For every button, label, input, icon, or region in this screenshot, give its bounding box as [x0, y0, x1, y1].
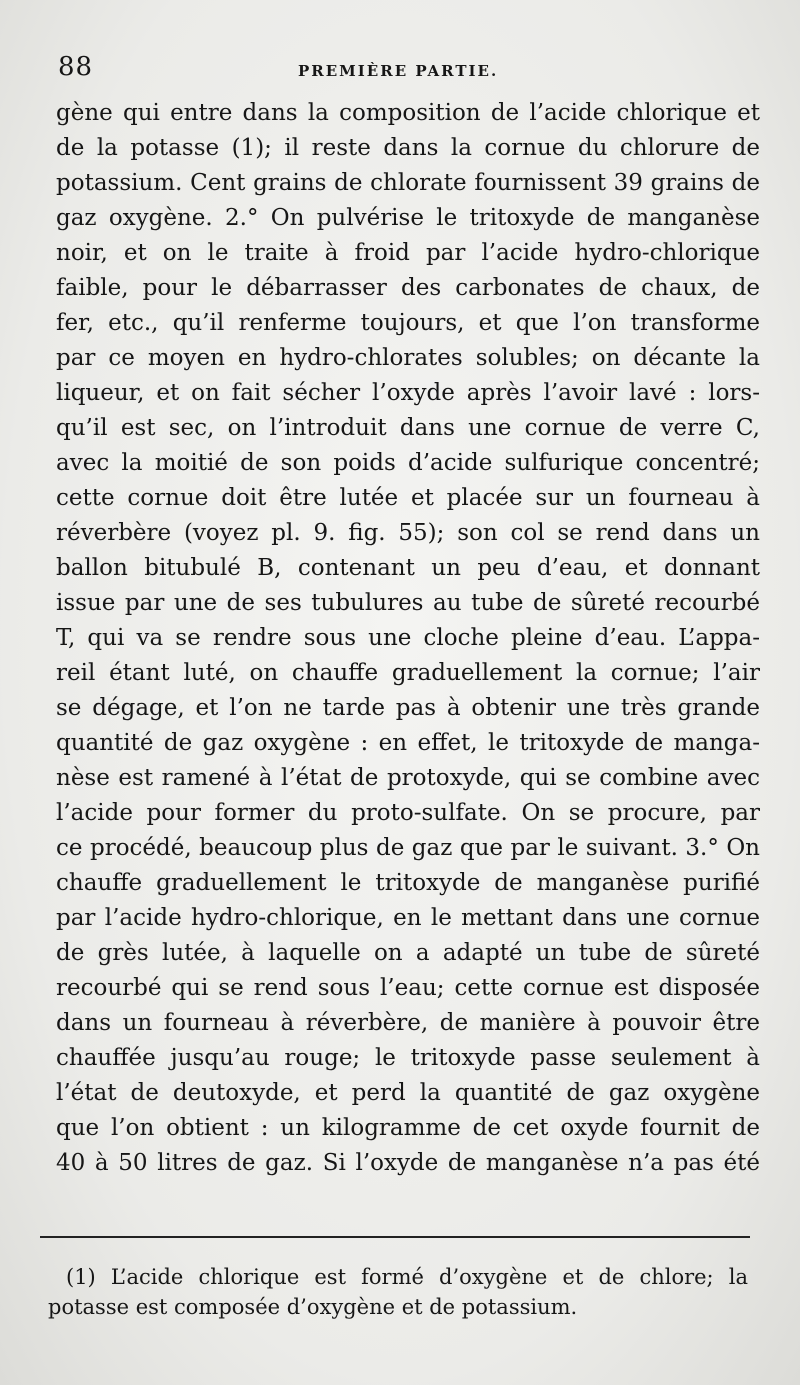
text-line: dans un fourneau à réverbère, de manière à pouvoir être: [56, 1010, 760, 1036]
text-line: ballon bitubulé B, contenant un peu d’eau, et donnant: [56, 555, 760, 581]
text-line: avec la moitié de son poids d’acide sulfurique concentré;: [56, 450, 760, 476]
text-line: recourbé qui se rend sous l’eau; cette cornue est disposée: [56, 975, 760, 1001]
text-line: chauffe graduellement le tritoxyde de manganèse purifié: [56, 870, 760, 896]
text-line: par l’acide hydro-chlorique, en le mettant dans une cornue: [56, 905, 760, 931]
page-header: [58, 52, 758, 92]
text-line: cette cornue doit être lutée et placée sur un fourneau à: [56, 485, 760, 511]
text-line: nèse est ramené à l’état de protoxyde, qui se combine avec: [56, 765, 760, 791]
body-text: [56, 96, 760, 1181]
text-line: de la potasse (1); il reste dans la cornue du chlorure de: [56, 135, 760, 161]
text-line: gaz oxygène. 2.° On pulvérise le tritoxyde de manganèse: [56, 205, 760, 231]
text-line: fer, etc., qu’il renferme toujours, et que l’on transforme: [56, 310, 760, 336]
text-line: T, qui va se rendre sous une cloche pleine d’eau. L’appa-: [56, 625, 760, 651]
footnote-line: (1) L’acide chlorique est formé d’oxygène et de chlore; la: [66, 1265, 748, 1289]
text-line: gène qui entre dans la composition de l’acide chlorique et: [56, 100, 760, 126]
footnote-line: potasse est composée d’oxygène et de potassium.: [48, 1295, 578, 1319]
text-line: faible, pour le débarrasser des carbonates de chaux, de: [56, 275, 760, 301]
text-line: ce procédé, beaucoup plus de gaz que par le suivant. 3.° On: [56, 835, 760, 861]
text-line: l’acide pour former du proto-sulfate. On se procure, par: [56, 800, 760, 826]
footnote: [48, 1262, 748, 1322]
text-line: par ce moyen en hydro-chlorates solubles; on décante la: [56, 345, 760, 371]
text-line: reil étant luté, on chauffe graduellement la cornue; l’air: [56, 660, 760, 686]
text-line: noir, et on le traite à froid par l’acide hydro-chlorique: [56, 240, 760, 266]
text-line: quantité de gaz oxygène : en effet, le tritoxyde de manga-: [56, 730, 760, 756]
running-head: PREMIÈRE PARTIE.: [298, 62, 499, 80]
text-line: liqueur, et on fait sécher l’oxyde après l’avoir lavé : lors-: [56, 380, 760, 406]
text-line: potassium. Cent grains de chlorate fournissent 39 grains de: [56, 170, 760, 196]
footnote-divider: [40, 1236, 750, 1238]
page-number: 88: [58, 52, 94, 82]
text-line: qu’il est sec, on l’introduit dans une cornue de verre C,: [56, 415, 760, 441]
text-line: l’état de deutoxyde, et perd la quantité de gaz oxygène: [56, 1080, 760, 1106]
text-line: chauffée jusqu’au rouge; le tritoxyde passe seulement à: [56, 1045, 760, 1071]
text-line: se dégage, et l’on ne tarde pas à obtenir une très grande: [56, 695, 760, 721]
text-line: 40 à 50 litres de gaz. Si l’oxyde de manganèse n’a pas été: [56, 1150, 760, 1176]
text-line: réverbère (voyez pl. 9. fig. 55); son col se rend dans un: [56, 520, 760, 546]
text-line: issue par une de ses tubulures au tube de sûreté recourbé: [56, 590, 760, 616]
text-line: de grès lutée, à laquelle on a adapté un tube de sûreté: [56, 940, 760, 966]
text-line: que l’on obtient : un kilogramme de cet oxyde fournit de: [56, 1115, 760, 1141]
